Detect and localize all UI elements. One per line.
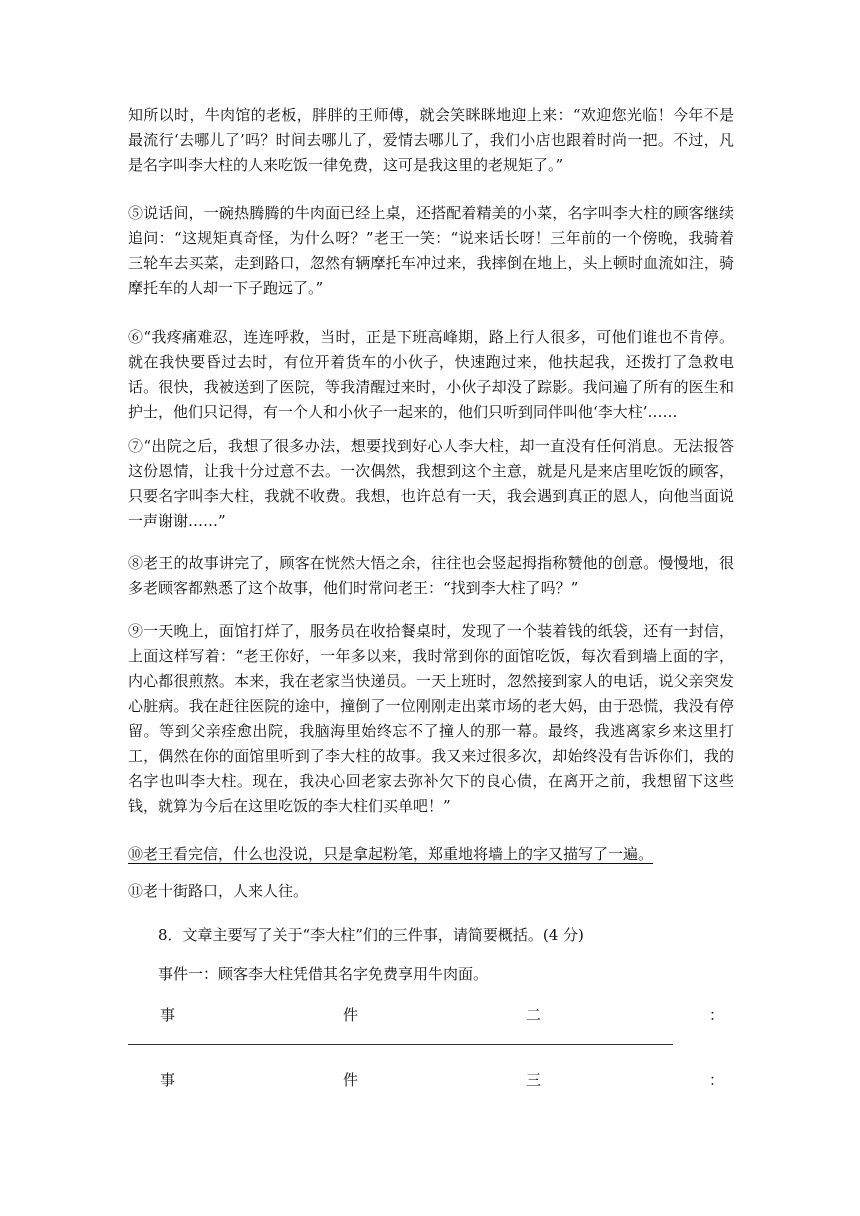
event3-char-3: 三: [525, 1071, 541, 1089]
paragraph-10: [128, 842, 734, 867]
paragraph-8: ⑧老王的故事讲完了，顾客在恍然大悟之余，往往也会竖起拇指称赞他的创意。慢慢地，很多老顾客都熟悉了这个故事，他们时常问老王：“找到李大柱了吗？”: [128, 554, 734, 597]
paragraph-6: ⑥“我疼痛难忍，连连呼救，当时，正是下班高峰期，路上行人很多，可他们谁也不肯停。就在我快要昏过去时，有位开着货车的小伙子，快速跑过来，他扶起我，还拨打了急救电话。很快，我被送到了医院，等我清醒过来时，小伙子却没了踪影。我问遍了所有的医生和护士，他们只记得，有一个人和小伙子一起来的，他们只听到同伴叫他‘李大柱’……: [128, 328, 734, 421]
paragraph-5: ⑤说话间，一碗热腾腾的牛肉面已经上桌，还搭配着精美的小菜，名字叫李大柱的顾客继续追问：“这规矩真奇怪，为什么呀？”老王一笑：“说来话长呀！三年前的一个傍晚，我骑着三轮车去买菜，走到路口，忽然有辆摩托车冲过来，我摔倒在地上，头上顿时血流如注，骑摩托车的人却一下子跑远了。”: [128, 204, 734, 297]
paragraph-11: ⑪老十街路口，人来人往。: [128, 882, 309, 900]
paragraph-4-tail: 知所以时，牛肉馆的老板，胖胖的王师傅，就会笑眯眯地迎上来：“欢迎您光临！今年不是最流行‘去哪儿了’吗？时间去哪儿了，爱情去哪儿了，我们小店也跟着时尚一把。不过，凡是名字叫李大柱的人来吃饭一律免费，这可是我这里的老规矩了。”: [128, 106, 734, 174]
event2-char-3: 二: [525, 1006, 541, 1024]
event2-char-1: 事: [160, 1006, 176, 1024]
event3-char-4: ：: [708, 1071, 724, 1089]
event2-char-2: 件: [342, 1006, 358, 1024]
paragraph-9: ⑨一天晚上，面馆打烊了，服务员在收拾餐桌时，发现了一个装着钱的纸袋，还有一封信，上面这样写着：“老王你好，一年多以来，我时常到你的面馆吃饭，每次看到墙上面的字，内心都很煎熬。本来，我在老家当快递员。一天上班时，忽然接到家人的电话，说父亲突发心脏病。我在赶往医院的途中，撞倒了一位刚刚走出菜市场的老大妈，由于恐慌，我没有停留。等到父亲痊愈出院，我脑海里始终忘不了撞人的那一幕。最终，我逃离家乡来这里打工，偶然在你的面馆里听到了李大柱的故事。我又来过很多次，却始终没有告诉你们，我的名字也叫李大柱。现在，我决心回老家去弥补欠下的良心债，在离开之前，我想留下这些钱，就算为今后在这里吃饭的李大柱们买单吧！”: [128, 622, 734, 815]
event3-char-2: 件: [342, 1071, 358, 1089]
event2-char-4: ：: [708, 1006, 724, 1024]
answer-blank-line: [128, 1044, 673, 1045]
event3-char-1: 事: [160, 1071, 176, 1089]
answer-event-1: 事件一：顾客李大柱凭借其名字免费享用牛肉面。: [158, 965, 489, 983]
paragraph-7: ⑦“出院之后，我想了很多办法，想要找到好心人李大柱，却一直没有任何消息。无法报答这份恩情，让我十分过意不去。一次偶然，我想到这个主意，就是凡是来店里吃饭的顾客，只要名字叫李大柱，我就不收费。我想，也许总有一天，我会遇到真正的恩人，向他当面说一声谢谢……”: [128, 437, 734, 530]
underlined-sentence: ⑩老王看完信，什么也没说，只是拿起粉笔，郑重地将墙上的字又描写了一遍。: [128, 845, 654, 863]
question-8: 8．文章主要写了关于“李大柱”们的三件事，请简要概括。(4 分): [158, 926, 584, 944]
answer-event-2-label: [160, 1004, 724, 1025]
answer-event-3-label: [160, 1069, 724, 1090]
